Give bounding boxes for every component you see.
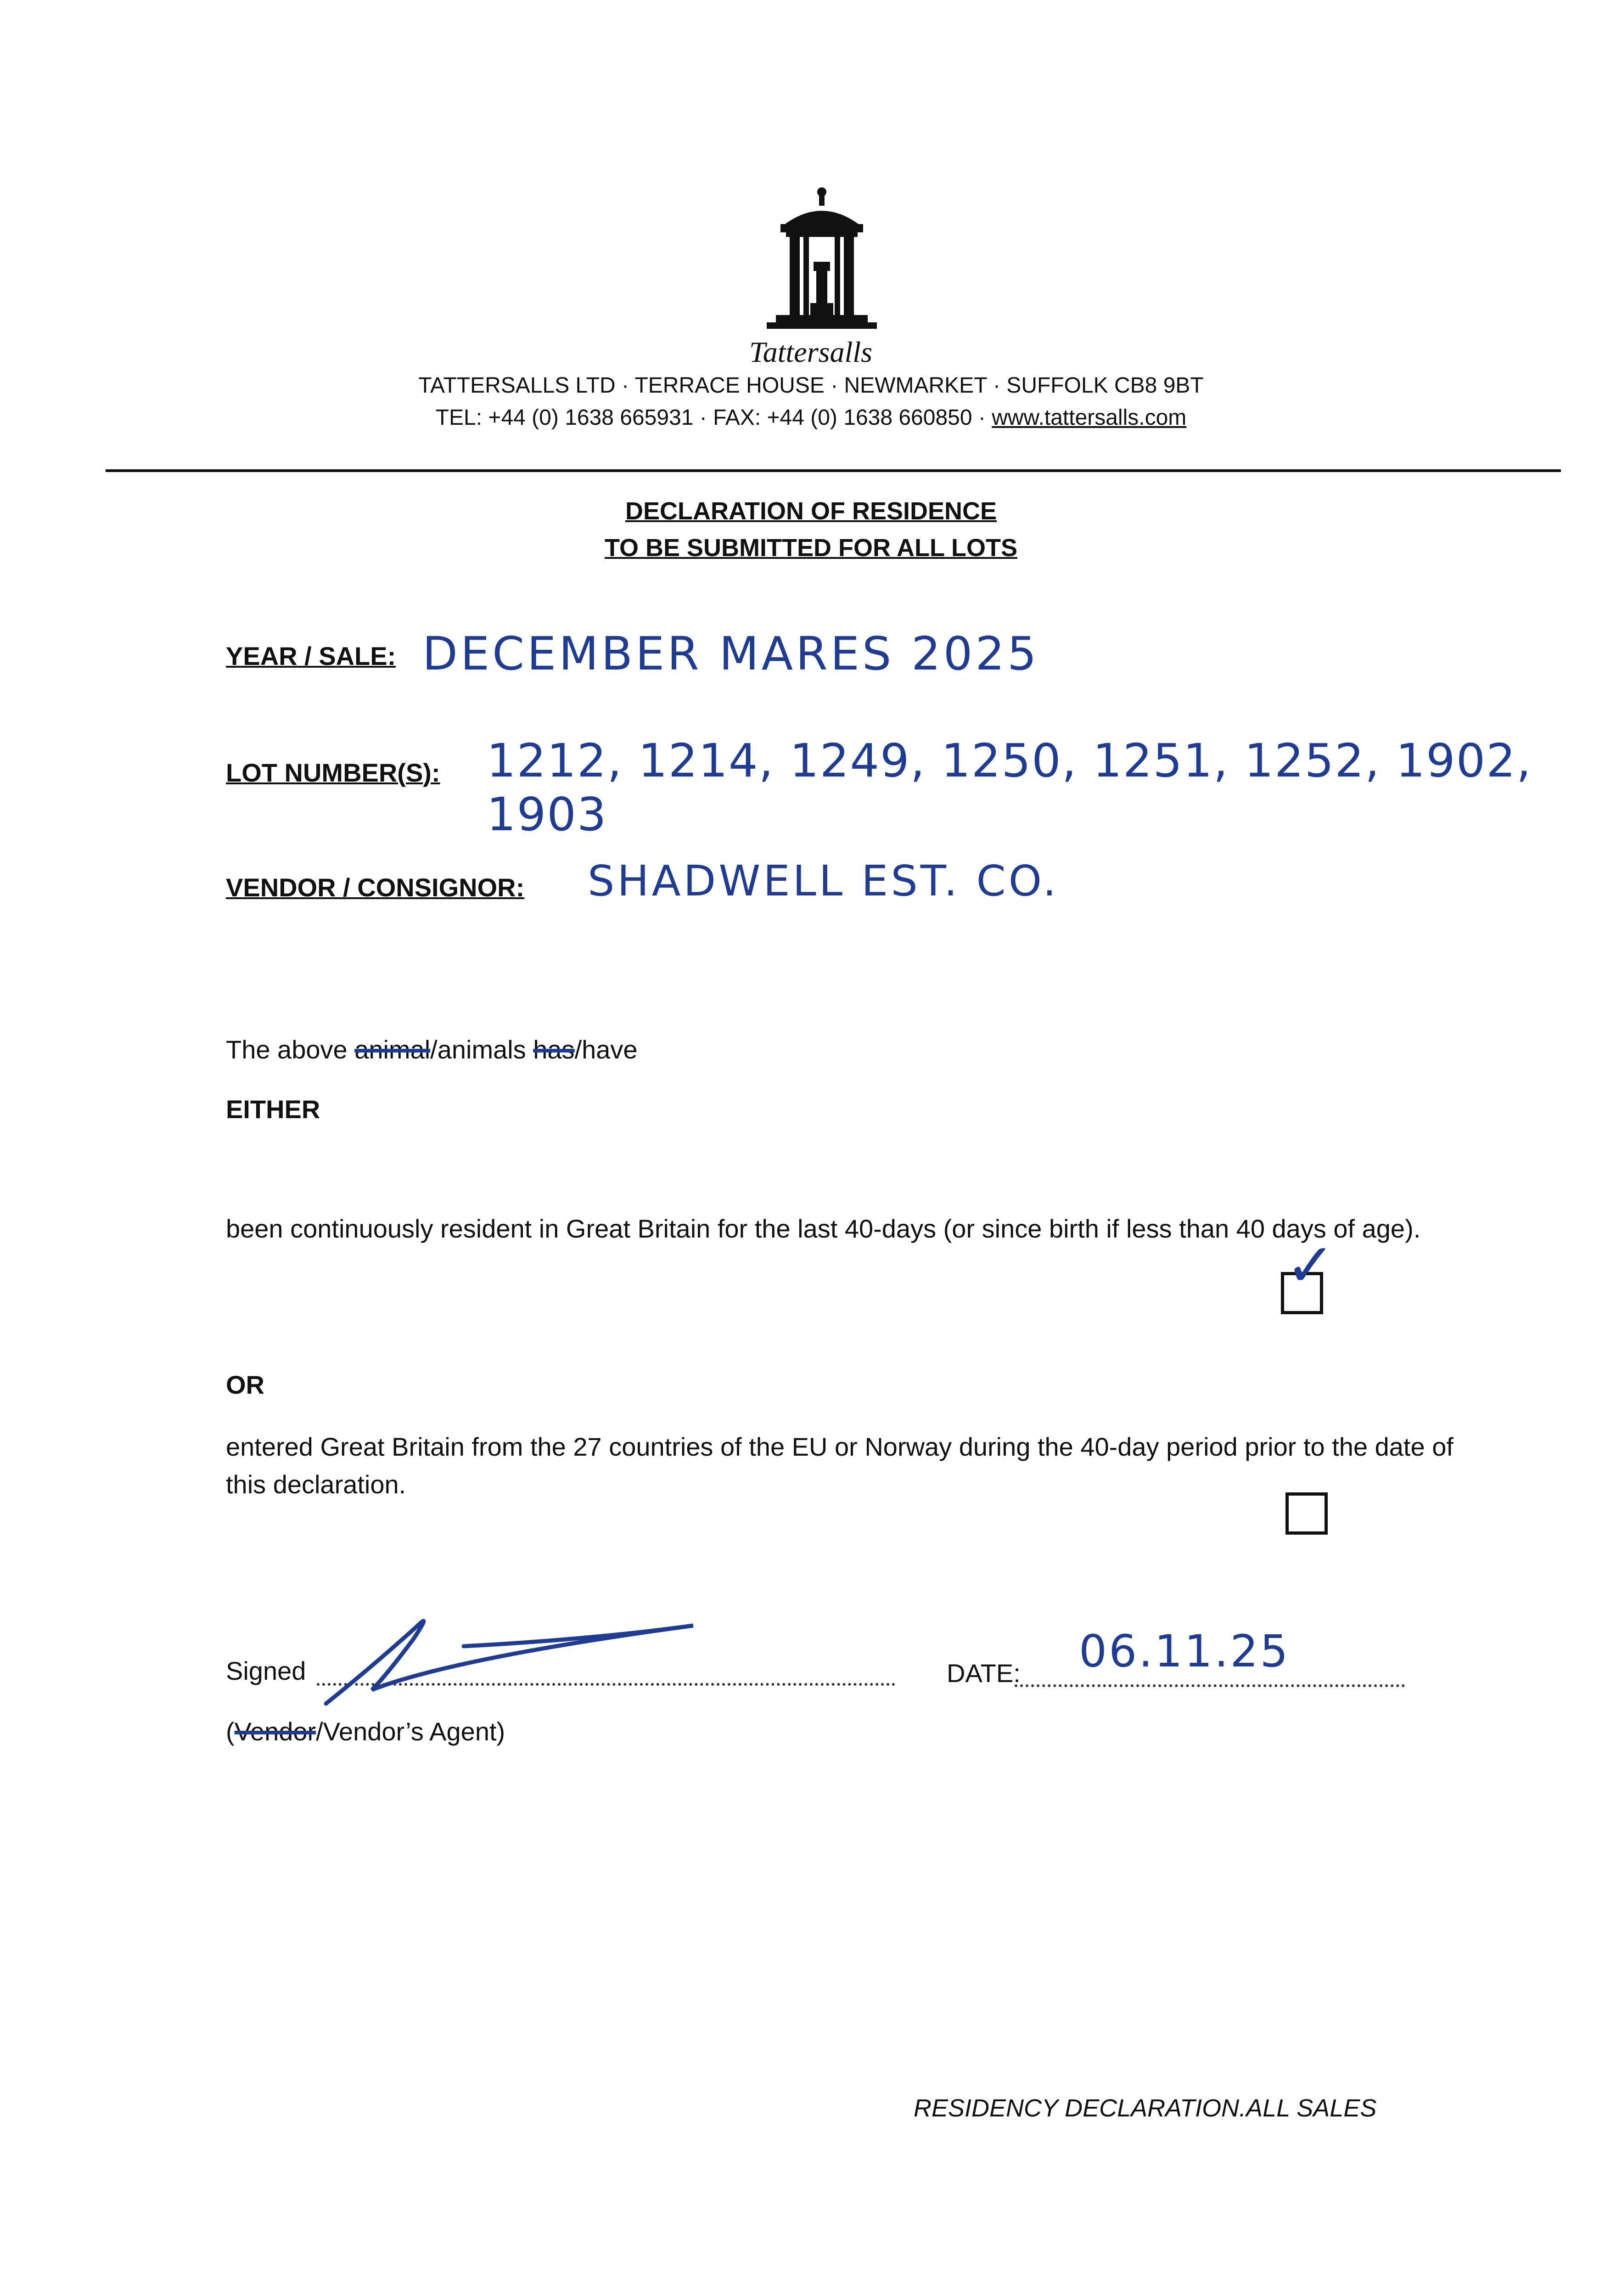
vendor-struck-text: Vendor (234, 1717, 316, 1746)
year-sale-label: YEAR / SALE: (226, 642, 396, 670)
animals-text: /animals (430, 1035, 533, 1064)
or-heading: OR (226, 1370, 264, 1399)
vendor-agent-text: /Vendor’s Agent) (316, 1717, 505, 1746)
vendor-consignor-value[interactable]: SHADWELL EST. CO. (588, 856, 1059, 906)
animal-struck-text: animal (354, 1035, 431, 1064)
year-sale-value[interactable]: DECEMBER MARES 2025 (422, 627, 1039, 681)
date-line (1015, 1684, 1405, 1687)
lot-numbers-value[interactable]: 1212, 1214, 1249, 1250, 1251, 1252, 1902, 1903 (487, 734, 1532, 841)
website-link[interactable]: www.tattersalls.com (992, 405, 1187, 430)
declaration-intro (226, 1031, 1465, 1069)
vendor-consignor-label: VENDOR / CONSIGNOR: (226, 873, 525, 902)
form-title: DECLARATION OF RESIDENCE (625, 497, 997, 525)
contact-numbers: TEL: +44 (0) 1638 665931 · FAX: +44 (0) 1638 660850 · (435, 405, 992, 430)
date-value[interactable]: 06.11.25 (1079, 1626, 1290, 1677)
have-text: /have (574, 1035, 638, 1064)
checkmark-icon: ✓ (1285, 1230, 1336, 1300)
either-heading: EITHER (226, 1095, 320, 1124)
signature-scribble-icon (317, 1598, 702, 1717)
the-above-text: The above (226, 1035, 355, 1064)
company-contact (0, 405, 1622, 430)
brand-name: Tattersalls (749, 336, 872, 368)
form-subtitle: TO BE SUBMITTED FOR ALL LOTS (605, 534, 1017, 562)
has-struck-text: has (533, 1035, 575, 1064)
header-divider (106, 469, 1561, 472)
role-open-paren: ( (226, 1717, 235, 1746)
tattersalls-logo-icon (758, 184, 886, 335)
signatory-role (226, 1713, 505, 1750)
signed-label: Signed (226, 1656, 306, 1685)
form-footer: RESIDENCY DECLARATION.ALL SALES (914, 2094, 1377, 2122)
option1-text: been continuously resident in Great Britain for the last 40-days (or since birth if less than 40 days of age). (226, 1214, 1421, 1243)
lot-numbers-label: LOT NUMBER(S): (226, 758, 440, 787)
option2-text: entered Great Britain from the 27 countries of the EU or Norway during the 40-day period prior to the date of this declaration. (226, 1432, 1454, 1499)
company-address: TATTERSALLS LTD · TERRACE HOUSE · NEWMARKET · SUFFOLK CB8 9BT (418, 373, 1204, 398)
date-label: DATE: (947, 1659, 1021, 1688)
option2-checkbox[interactable] (1285, 1492, 1328, 1535)
